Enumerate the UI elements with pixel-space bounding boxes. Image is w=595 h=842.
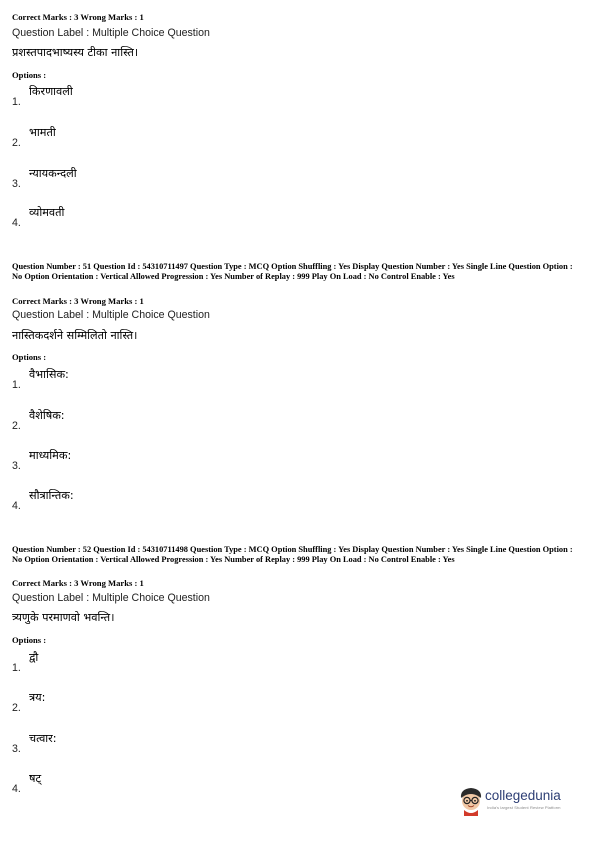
option-number: 4.: [12, 500, 21, 512]
option-number: 3.: [12, 743, 21, 755]
question-label: Question Label : Multiple Choice Question: [12, 27, 210, 39]
option-item: [12, 408, 312, 432]
option-item: [12, 771, 312, 795]
logo-tagline: India's largest Student Review Platform: [487, 805, 561, 810]
option-text: द्वौ: [29, 651, 39, 664]
question-meta: Question Number : 51 Question Id : 54310711497 Question Type : MCQ Option Shuffling : Yes Display Question Number : Yes Single Line Question Option : No Option Orientation : Vertical Allowed Progression : Yes Number of Replay : 999 Play On Load : No Control Enable : Yes: [12, 262, 573, 281]
option-text: वैशेषिक:: [29, 409, 65, 422]
option-item: [12, 690, 312, 714]
question-label: Question Label : Multiple Choice Question: [12, 309, 210, 321]
option-text: षट्: [29, 772, 42, 785]
options-heading: Options :: [12, 70, 47, 80]
option-number: 1.: [12, 379, 21, 391]
option-text: माध्यमिक:: [29, 449, 72, 462]
option-text: न्यायकन्दली: [29, 167, 77, 180]
option-item: [12, 367, 312, 391]
question-text: प्रशस्तपादभाष्यस्य टीका नास्ति।: [12, 46, 139, 59]
option-number: 3.: [12, 460, 21, 472]
options-heading: Options :: [12, 635, 47, 645]
option-text: वैभासिक:: [29, 368, 69, 381]
option-number: 1.: [12, 662, 21, 674]
logo-brand-name: collegedunia: [485, 788, 561, 803]
question-text: त्र्यणुके परमाणवो भवन्ति।: [12, 611, 115, 624]
option-item: [12, 166, 312, 190]
marks-info: Correct Marks : 3 Wrong Marks : 1: [12, 296, 144, 306]
option-item: [12, 448, 312, 472]
marks-info: Correct Marks : 3 Wrong Marks : 1: [12, 578, 144, 588]
option-item: [12, 650, 312, 674]
option-number: 4.: [12, 217, 21, 229]
option-item: [12, 731, 312, 755]
option-text: चत्वार:: [29, 732, 57, 745]
option-text: व्योमवती: [29, 206, 65, 219]
option-text: सौत्रान्तिक:: [29, 489, 74, 502]
option-item: [12, 488, 312, 512]
mascot-icon: [458, 786, 484, 816]
option-number: 2.: [12, 137, 21, 149]
option-number: 1.: [12, 96, 21, 108]
options-heading: Options :: [12, 352, 47, 362]
option-text: त्रय:: [29, 691, 46, 704]
question-meta: Question Number : 52 Question Id : 54310711498 Question Type : MCQ Option Shuffling : Yes Display Question Number : Yes Single Line Question Option : No Option Orientation : Vertical Allowed Progression : Yes Number of Replay : 999 Play On Load : No Control Enable : Yes: [12, 545, 573, 564]
option-number: 2.: [12, 702, 21, 714]
option-number: 2.: [12, 420, 21, 432]
option-number: 3.: [12, 178, 21, 190]
option-item: [12, 125, 312, 149]
option-text: भामती: [29, 126, 56, 139]
collegedunia-logo: [458, 786, 570, 816]
option-text: किरणावली: [29, 85, 73, 98]
option-item: [12, 84, 312, 108]
question-text: नास्तिकदर्शने सम्मिलितो नास्ति।: [12, 329, 138, 342]
option-item: [12, 205, 312, 229]
option-number: 4.: [12, 783, 21, 795]
question-label: Question Label : Multiple Choice Question: [12, 592, 210, 604]
marks-info: Correct Marks : 3 Wrong Marks : 1: [12, 12, 144, 22]
